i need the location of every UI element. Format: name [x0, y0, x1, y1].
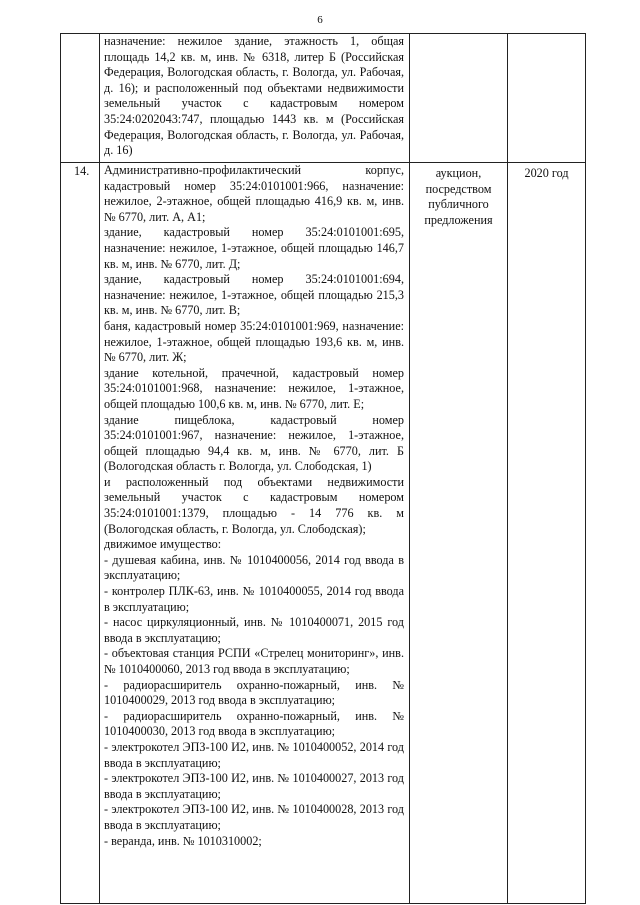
description-paragraph: - радиорасширитель охранно-пожарный, инв. № 1010400029, 2013 год ввода в эксплуатацию; [104, 677, 404, 708]
table-row-continuation [61, 34, 586, 163]
description-paragraph: здание пищеблока, кадастровый номер 35:24:0101001:967, назначение: нежилое, 1-этажное, общей площадью 94,4 кв. м, инв. № 6770, лит. Б (Вологодская область г. Вологда, ул. Слободская, 1) [104, 412, 404, 474]
description-paragraph: - радиорасширитель охранно-пожарный, инв. № 1010400030, 2013 год ввода в эксплуатацию; [104, 708, 404, 739]
description-paragraph: - контролер ПЛК-63, инв. № 1010400055, 2014 год ввода в эксплуатацию; [104, 584, 404, 614]
description-paragraph: - объектовая станция РСПИ «Стрелец мониторинг», инв. № 1010400060, 2013 год ввода в эксплуатацию; [104, 646, 404, 676]
year: 2020 год [524, 166, 569, 180]
sale-method-cell [410, 163, 508, 904]
page-number: 6 [317, 14, 323, 26]
table-row-14 [61, 163, 586, 904]
sale-method [410, 34, 507, 37]
description-paragraph: - электрокотел ЭПЗ-100 И2, инв. № 1010400027, 2013 год ввода в эксплуатацию; [104, 771, 404, 801]
description-paragraph: - электрокотел ЭПЗ-100 И2, инв. № 1010400028, 2013 год ввода в эксплуатацию; [104, 802, 404, 832]
description-paragraph: здание, кадастровый номер 35:24:0101001:694, назначение: нежилое, 1-этажное, общей площадью 215,3 кв. м, инв. № 6770, лит. В; [104, 272, 404, 318]
description-paragraph: - веранда, инв. № 1010310002; [104, 833, 262, 848]
sale-method-cell [410, 34, 508, 163]
description-paragraph: - насос циркуляционный, инв. № 1010400071, 2015 год ввода в эксплуатацию; [104, 615, 404, 645]
description-paragraph: здание котельной, прачечной, кадастровый номер 35:24:0101001:968, назначение: нежилое, 1-этажное, общей площадью 100,6 кв. м, инв. № 6770, лит. Е; [104, 365, 404, 411]
row-number-cell [61, 163, 100, 904]
row-number-cell [61, 34, 100, 163]
description-paragraph: движимое имущество: [104, 537, 222, 552]
row-number: 14. [74, 164, 90, 178]
description-paragraph: - душевая кабина, инв. № 1010400056, 2014 год ввода в эксплуатацию; [104, 552, 404, 583]
property-table [60, 33, 586, 904]
description-cell [100, 34, 410, 163]
description-paragraph: баня, кадастровый номер 35:24:0101001:969, назначение: нежилое, 1-этажное, общей площадью 193,6 кв. м, инв. № 6770, лит. Ж; [104, 318, 404, 365]
description-cell [100, 163, 410, 904]
year-cell [508, 34, 586, 163]
description-paragraph: Административно-профилактический корпус, кадастровый номер 35:24:0101001:966, назначение: нежилое, 2-этажное, общей площадью 416,9 кв. м, инв. № 6770, лит. А, А1; [104, 163, 404, 224]
year [508, 34, 585, 37]
description-paragraph: - электрокотел ЭПЗ-100 И2, инв. № 1010400052, 2014 год ввода в эксплуатацию; [104, 739, 404, 770]
description-paragraph: назначение: нежилое здание, этажность 1, общая площадь 14,2 кв. м, инв. № 6318, литер Б (Российская Федерация, Вологодская область, г. Вологда, ул. Рабочая, д. 16); и расположенный под объектами недвижимости земельный участок с кадастровым номером 35:24:0202043:747, площадью 1443 кв. м (Российская Федерация, Вологодская область, г. Вологда, ул. Рабочая, д. 16) [104, 34, 404, 158]
sale-method: аукцион, посредством публичного предложения [424, 166, 493, 227]
description-paragraph: и расположенный под объектами недвижимости земельный участок с кадастровым номером 35:24:0101001:1379, площадью - 14 776 кв. м (Вологодская область, г. Вологда, ул. Слободская); [104, 474, 404, 536]
row-number [61, 34, 99, 35]
year-cell [508, 163, 586, 904]
description-paragraph: здание, кадастровый номер 35:24:0101001:695, назначение: нежилое, 1-этажное, общей площадью 146,7 кв. м, инв. № 6770, лит. Д; [104, 225, 404, 271]
